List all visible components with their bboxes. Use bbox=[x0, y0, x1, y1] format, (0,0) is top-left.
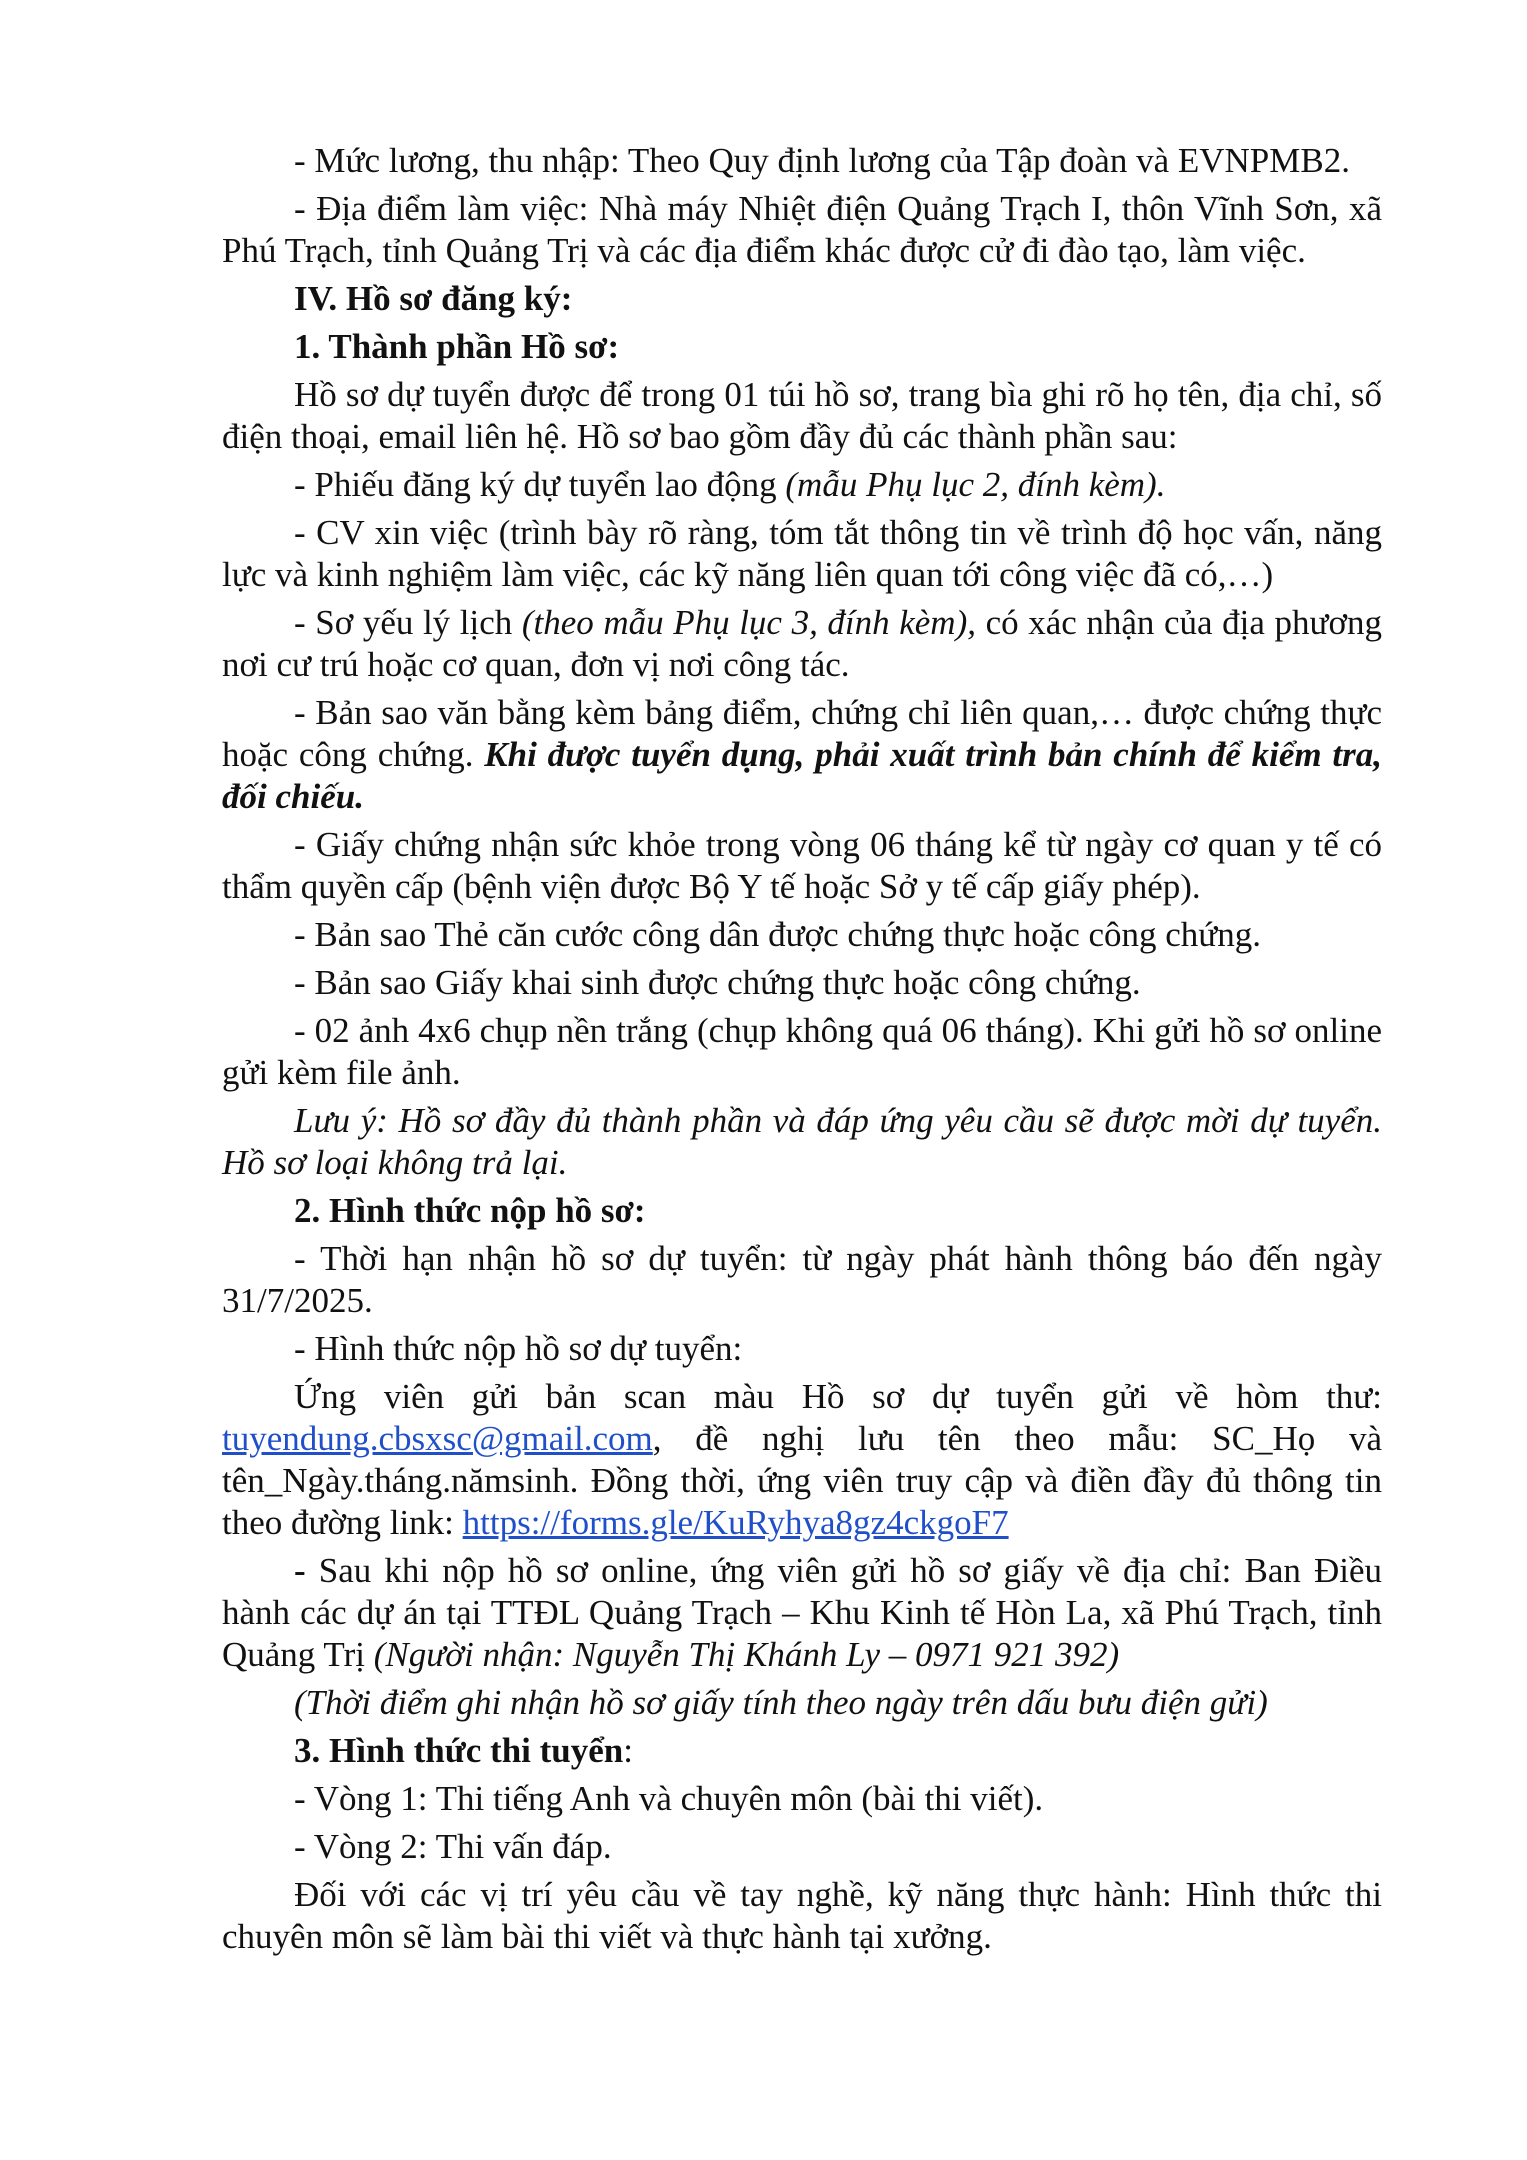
list-item-text-cont: có xác nhận của địa phương nơi cư trú hoặc cơ quan, đơn vị nơi công tác. bbox=[222, 603, 1382, 684]
document-page bbox=[222, 140, 1382, 1964]
bold-dash: - bbox=[294, 1551, 306, 1590]
workplace-paragraph: - Địa điểm làm việc: Nhà máy Nhiệt điện Quảng Trạch I, thôn Vĩnh Sơn, xã Phú Trạch, tỉnh Quảng Trị và các địa điểm khác được cử đi đào tạo, làm việc. bbox=[222, 189, 1382, 270]
postal-submission-paragraph bbox=[222, 1550, 1382, 1676]
round-1-line: - Vòng 1: Thi tiếng Anh và chuyên môn (bài thi viết). bbox=[294, 1779, 1044, 1818]
note-paragraph: Lưu ý: Hồ sơ đầy đủ thành phần và đáp ứng yêu cầu sẽ được mời dự tuyển. Hồ sơ loại không trả lại. bbox=[222, 1101, 1382, 1182]
email-link[interactable]: tuyendung.cbsxsc@gmail.com bbox=[222, 1419, 653, 1458]
round-2-line: - Vòng 2: Thi vấn đáp. bbox=[294, 1827, 612, 1866]
list-item-diplomas bbox=[222, 692, 1382, 818]
list-item-health-certificate: - Giấy chứng nhận sức khỏe trong vòng 06 tháng kể từ ngày cơ quan y tế có thẩm quyền cấp (bệnh viện được Bộ Y tế hoặc Sở y tế cấp giấy phép). bbox=[222, 825, 1382, 906]
list-item-cv: - CV xin việc (trình bày rõ ràng, tóm tắt thông tin về trình độ học vấn, năng lực và kinh nghiệm làm việc, các kỹ năng liên quan tới công việc đã có,…) bbox=[222, 513, 1382, 594]
list-item-bold-italic-note: Khi được tuyển dụng, phải xuất trình bản chính để kiểm tra, đối chiếu. bbox=[222, 735, 1382, 816]
list-item-text: - Bản sao văn bằng kèm bảng điểm, chứng chỉ liên quan,… được chứng thực hoặc công chứng. bbox=[222, 693, 1382, 774]
list-item-application-form bbox=[222, 464, 1382, 506]
list-item-text: - Phiếu đăng ký dự tuyển lao động bbox=[294, 465, 786, 504]
subsection-3-title: 3. Hình thức thi tuyển bbox=[294, 1731, 624, 1770]
subsection-2-heading: 2. Hình thức nộp hồ sơ: bbox=[294, 1191, 646, 1230]
dossier-intro-paragraph: Hồ sơ dự tuyển được để trong 01 túi hồ sơ, trang bìa ghi rõ họ tên, địa chỉ, số điện thoại, email liên hệ. Hồ sơ bao gồm đầy đủ các thành phần sau: bbox=[222, 375, 1382, 456]
subsection-1-heading: 1. Thành phần Hồ sơ: bbox=[294, 327, 620, 366]
salary-line: - Mức lương, thu nhập: Theo Quy định lương của Tập đoàn và EVNPMB2. bbox=[294, 141, 1350, 180]
deadline-line: - Thời hạn nhận hồ sơ dự tuyển: từ ngày phát hành thông báo đến ngày 31/7/2025. bbox=[222, 1239, 1382, 1320]
skills-paragraph: Đối với các vị trí yêu cầu về tay nghề, kỹ năng thực hành: Hình thức thi chuyên môn sẽ làm bài thi viết và thực hành tại xưởng. bbox=[222, 1875, 1382, 1956]
subsection-3-heading bbox=[222, 1730, 1382, 1772]
list-item-text: - Sơ yếu lý lịch bbox=[294, 603, 522, 642]
scan-text: Ứng viên gửi bản scan màu Hồ sơ dự tuyển gửi về hòm thư: bbox=[294, 1377, 1382, 1416]
recipient-note: (Người nhận: Nguyễn Thị Khánh Ly – 0971 921 392) bbox=[373, 1635, 1120, 1674]
list-item-birth-certificate: - Bản sao Giấy khai sinh được chứng thực hoặc công chứng. bbox=[294, 963, 1141, 1002]
postal-text: Sau khi nộp hồ sơ online, ứng viên gửi hồ sơ giấy về địa chỉ: Ban Điều hành các dự án tại TTĐL Quảng Trạch – Khu Kinh tế Hòn La, xã Phú Trạch, tỉnh Quảng Trị bbox=[222, 1551, 1382, 1674]
list-item-photos: - 02 ảnh 4x6 chụp nền trắng (chụp không quá 06 tháng). Khi gửi hồ sơ online gửi kèm file ảnh. bbox=[222, 1011, 1382, 1092]
section-iv-heading: IV. Hồ sơ đăng ký: bbox=[294, 279, 573, 318]
method-line: - Hình thức nộp hồ sơ dự tuyển: bbox=[294, 1329, 743, 1368]
postmark-note: (Thời điểm ghi nhận hồ sơ giấy tính theo ngày trên dấu bưu điện gửi) bbox=[294, 1683, 1268, 1722]
scan-submission-paragraph bbox=[222, 1376, 1382, 1544]
list-item-resume bbox=[222, 602, 1382, 686]
scan-text-cont: , đề nghị lưu tên theo mẫu: SC_Họ và tên_Ngày.tháng.nămsinh. Đồng thời, ứng viên truy cập và điền đầy đủ thông tin theo đường link: bbox=[222, 1419, 1382, 1542]
form-link[interactable]: https://forms.gle/KuRyhya8gz4ckgoF7 bbox=[462, 1503, 1009, 1542]
list-item-italic-note: (theo mẫu Phụ lục 3, đính kèm), bbox=[521, 603, 976, 642]
list-item-id-card: - Bản sao Thẻ căn cước công dân được chứng thực hoặc công chứng. bbox=[294, 915, 1262, 954]
subsection-3-colon: : bbox=[623, 1731, 633, 1770]
list-item-italic-note: (mẫu Phụ lục 2, đính kèm). bbox=[785, 465, 1166, 504]
